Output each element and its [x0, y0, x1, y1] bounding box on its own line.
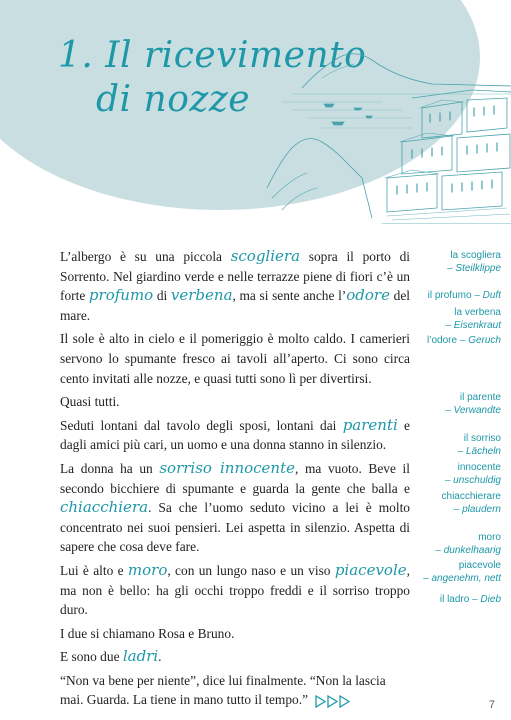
- glossary-entry: [381, 306, 501, 333]
- glossary-translation: – angenehm, nett: [423, 573, 501, 585]
- glossary-term: l’odore: [427, 335, 458, 346]
- text-run: , ma si sente anche l’: [232, 288, 347, 304]
- text-run: E sono due: [60, 649, 123, 665]
- paragraph: [60, 416, 410, 455]
- glossary-word: piacevole: [334, 560, 407, 579]
- glossary-entry: [381, 490, 501, 517]
- glossary-translation: – Verwandte: [445, 405, 501, 417]
- glossary-translation: – dunkelhaarig: [435, 545, 501, 557]
- glossary-term: il profumo: [427, 290, 472, 301]
- glossary-word: verbena: [170, 286, 233, 305]
- glossary-translation: – Lächeln: [457, 446, 501, 458]
- text-run: Lui è alto e: [60, 562, 128, 578]
- glossary-term: chiacchierare: [441, 491, 501, 502]
- page-number: 7: [488, 699, 495, 711]
- glossary-entry: [381, 593, 501, 606]
- paragraph: I due si chiamano Rosa e Bruno.: [60, 625, 235, 641]
- glossary-entry: [381, 249, 501, 276]
- glossary-translation: – Geruch: [459, 335, 501, 346]
- paragraph: [60, 647, 410, 667]
- glossary-word: chiacchiera: [60, 498, 149, 517]
- glossary-translation: – plaudern: [453, 504, 501, 516]
- story-text: [60, 247, 410, 714]
- glossary-translation: – Steilklippe: [447, 263, 501, 275]
- glossary-word: parenti: [342, 415, 398, 434]
- paragraph: [60, 561, 410, 620]
- text-run: L’albergo è su una piccola: [60, 249, 231, 264]
- glossary-term: il ladro: [439, 594, 470, 605]
- glossary-term: la verbena: [454, 307, 501, 318]
- glossary-entry: [381, 559, 501, 586]
- glossary-word: moro: [127, 560, 168, 579]
- paragraph: [60, 459, 410, 557]
- paragraph: [60, 247, 410, 325]
- text-run: sopra il porto di Sorrento. Nel giardino verde e nelle terrazze piene di fiori c’è un forte: [60, 249, 410, 304]
- glossary-term: moro: [478, 532, 501, 543]
- paragraph: Quasi tutti.: [60, 394, 120, 410]
- glossary-term: la scogliera: [450, 250, 501, 261]
- text-run: , con un lungo naso e un viso: [167, 562, 335, 578]
- text-run: di: [153, 288, 171, 304]
- glossary-term: il sorriso: [463, 433, 501, 444]
- glossary-translation: – Eisenkraut: [445, 320, 501, 332]
- triple-arrow-right-icon: [314, 695, 354, 708]
- text-run: , ma non è bello: ha gli occhi troppo freddi e il sorriso troppo duro.: [60, 562, 410, 618]
- glossary-word: sorriso innocente: [159, 458, 295, 477]
- text-run: , ma vuoto. Beve il secondo bicchiere di spumante e guarda la gente che balla e: [60, 460, 410, 496]
- glossary-term: il parente: [459, 392, 501, 403]
- text-run: del mare.: [60, 288, 410, 323]
- glossary-word: profumo: [88, 286, 154, 305]
- glossary-word: ladri: [122, 647, 159, 666]
- glossary-term: piacevole: [458, 560, 501, 571]
- glossary-entry: [381, 289, 501, 302]
- glossary-entry: [381, 432, 501, 459]
- glossary-translation: – Dieb: [472, 594, 501, 605]
- chapter-title-line-1: 1. Il ricevimento: [58, 35, 367, 76]
- glossary-word: odore: [346, 286, 390, 305]
- text-run: .: [158, 649, 162, 665]
- glossary-term: innocente: [457, 462, 501, 473]
- paragraph: [60, 671, 410, 710]
- glossary-entry: [381, 461, 501, 488]
- text-run: . Sa che l’uomo seduto vicino a lei è molto concentrato nei suoi pensieri. Lei aspetta in silenzio. Aspetta di sapere che cosa deve fare.: [60, 500, 410, 555]
- text-run: e dagli amici più cari, un uomo e una donna stanno in silenzio.: [60, 417, 410, 453]
- text-run: La donna ha un: [60, 460, 160, 476]
- glossary-translation: – Duft: [474, 290, 501, 301]
- glossary-translation: – unschuldig: [444, 475, 501, 487]
- paragraph: Il sole è alto in cielo e il pomeriggio è molto caldo. I camerieri servono lo spumante fresco ai tavoli all’aperto. Ci sono circa cento invitati alle nozze, e quasi tutti sono lì per divertirsi.: [60, 331, 410, 386]
- glossary-entry: [381, 531, 501, 558]
- glossary-entry: [381, 334, 501, 347]
- text-run: Seduti lontani dal tavolo degli sposi, lontani dai: [60, 417, 343, 433]
- sorrento-coast-sketch: [262, 38, 511, 224]
- chapter-title-line-2: di nozze: [96, 79, 251, 120]
- text-run: “Non va bene per niente”, dice lui finalmente. “Non la lascia mai. Guarda. La tiene in mano tutto il tempo.”: [60, 672, 386, 708]
- glossary-word: scogliera: [230, 247, 301, 265]
- glossary-entry: [381, 391, 501, 418]
